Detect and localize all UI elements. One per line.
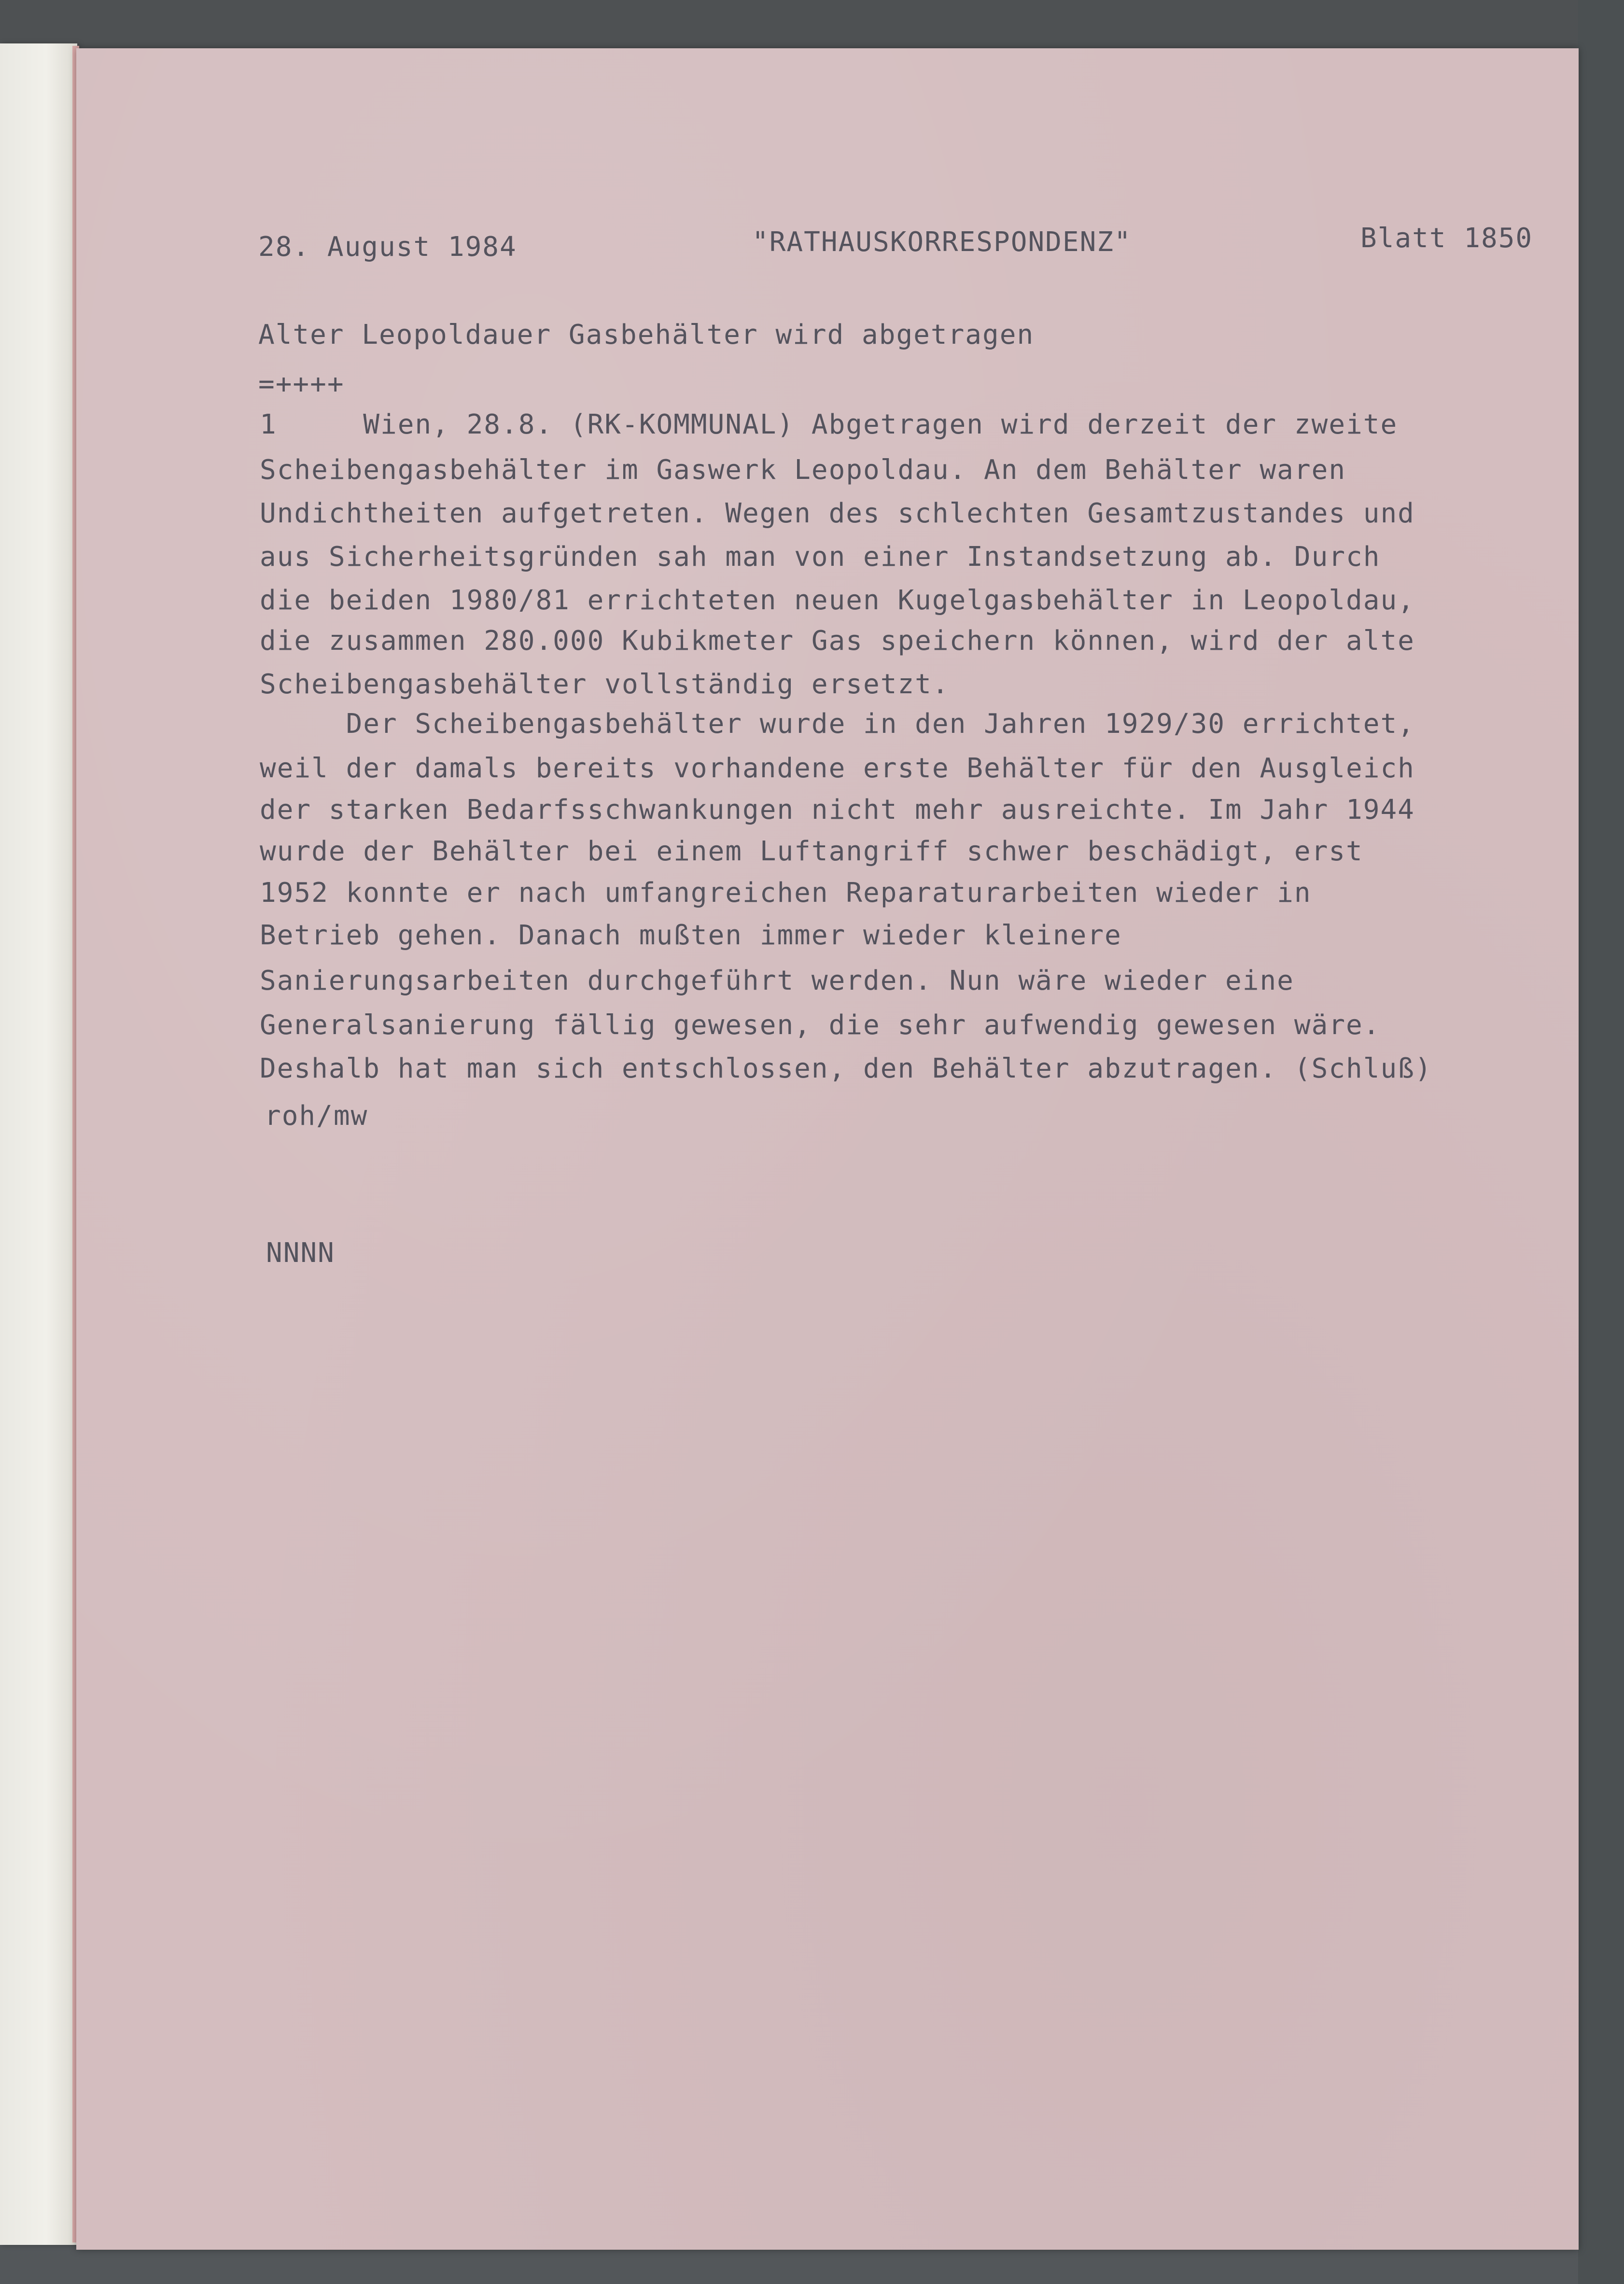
- header-date: 28. August 1984: [258, 231, 517, 263]
- body-line: Scheibengasbehälter vollständig ersetzt.: [260, 669, 950, 700]
- body-line: Betrieb gehen. Danach mußten immer wieder kleinere: [260, 920, 1122, 951]
- body-line: weil der damals bereits vorhandene erste Behälter für den Ausgleich: [260, 753, 1415, 784]
- body-line: Sanierungsarbeiten durchgeführt werden. Nun wäre wieder eine: [260, 965, 1294, 996]
- headline: Alter Leopoldauer Gasbehälter wird abgetragen: [258, 319, 1035, 350]
- end-marks: NNNN: [266, 1237, 335, 1269]
- header-sheet-number: Blatt 1850: [1360, 223, 1533, 254]
- document-sheet: [76, 48, 1579, 2250]
- body-line: die zusammen 280.000 Kubikmeter Gas speichern können, wird der alte: [260, 625, 1415, 657]
- underlying-page: [0, 43, 77, 2245]
- body-line: die beiden 1980/81 errichteten neuen Kugelgasbehälter in Leopoldau,: [260, 585, 1415, 616]
- header-publication: "RATHAUSKORRESPONDENZ": [752, 226, 1132, 258]
- body-line: der starken Bedarfsschwankungen nicht mehr ausreichte. Im Jahr 1944: [260, 794, 1415, 826]
- scan-background: [0, 0, 1624, 48]
- body-line: Undichtheiten aufgetreten. Wegen des schlechten Gesamtzustandes und: [260, 498, 1415, 529]
- body-line: 1 Wien, 28.8. (RK-KOMMUNAL) Abgetragen wird derzeit der zweite: [260, 409, 1398, 440]
- body-line: Deshalb hat man sich entschlossen, den Behälter abzutragen. (Schluß): [260, 1053, 1432, 1084]
- body-line: wurde der Behälter bei einem Luftangriff schwer beschädigt, erst: [260, 836, 1363, 867]
- separator: =++++: [258, 368, 345, 400]
- body-line: 1952 konnte er nach umfangreichen Reparaturarbeiten wieder in: [260, 877, 1312, 909]
- body-line: Generalsanierung fällig gewesen, die sehr aufwendig gewesen wäre.: [260, 1009, 1381, 1041]
- body-line: Der Scheibengasbehälter wurde in den Jahren 1929/30 errichtet,: [260, 708, 1415, 740]
- body-line: aus Sicherheitsgründen sah man von einer Instandsetzung ab. Durch: [260, 541, 1381, 573]
- body-line: Scheibengasbehälter im Gaswerk Leopoldau. An dem Behälter waren: [260, 454, 1346, 486]
- scan-background-right: [1578, 0, 1624, 2284]
- initials: roh/mw: [265, 1100, 368, 1132]
